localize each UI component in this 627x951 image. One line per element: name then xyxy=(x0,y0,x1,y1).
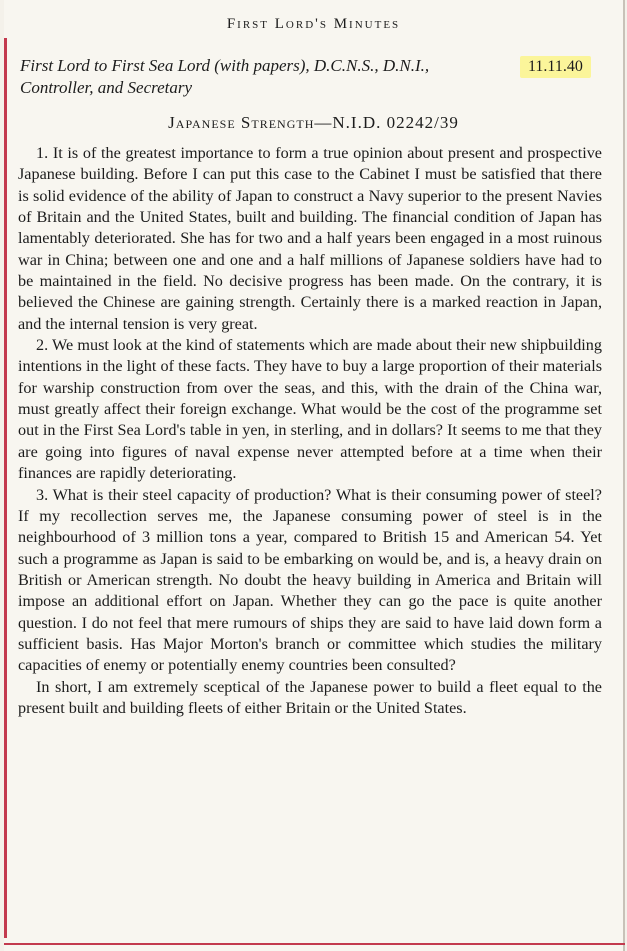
left-margin-rule xyxy=(4,38,7,938)
paragraph-4: In short, I am extremely sceptical of the Japanese power to build a fleet equal to the present built and building fleets of either Britain or the United States. xyxy=(18,677,602,717)
minute-body xyxy=(18,143,602,719)
subject-heading xyxy=(0,113,627,133)
bottom-margin-rule xyxy=(4,943,625,945)
subject-title: Japanese Strength— xyxy=(168,113,333,132)
paragraph-3: 3. What is their steel capacity of production? What is their consuming power of steel? If my recollection serves me, the Japanese consuming power of steel is in the neighbourhood of 3 million tons a year, compared to British 15 and American 54. Yet such a programme as Japan is said to be embarking on would be, and is, a heavy drain on British or American strength. No doubt the heavy building in America and Britain will impose an additional effort on Japan. Whether they can go the pace is quite another question. I do not feel that mere rumours of ships they are said to have laid down form a sufficient basis. Has Major Morton's branch or committee which studies the military capacities of enemy or potentially enemy countries been consulted? xyxy=(18,485,602,675)
right-page-edge xyxy=(623,0,625,951)
paragraph-1: 1. It is of the greatest importance to form a true opinion about present and prospective Japanese building. Before I can put this case to the Cabinet I must be satisfied that there is solid evidence of the ability of Japan to construct a Navy superior to the present Navies of Britain and the United States, built and building. The financial condition of Japan has lamentably deteriorated. She has for two and a half years been engaged in a most ruinous war in China; between one and one and a half millions of Japanese soldiers have had to be maintained in the field. No decisive progress has been made. On the contrary, it is believed the Chinese are gaining strength. Certainly there is a marked reaction in Japan, and the internal tension is very great. xyxy=(18,144,602,333)
running-header: First Lord's Minutes xyxy=(226,16,401,32)
subject-reference: N.I.D. 02242/39 xyxy=(332,113,459,132)
paragraph-2: 2. We must look at the kind of statements which are made about their new shipbuilding intentions in the light of these facts. They have to buy a large proportion of their materials for warship construction from over the seas, and this, with the drain of the China war, must greatly affect their foreign exchange. What would be the cost of the programme set out in the First Sea Lord's table in yen, in sterling, and in dollars? It seems to me that they are going into figures of naval expense never attempted before at a time when their finances are rapidly deteriorating. xyxy=(18,336,602,483)
date-highlight: 11.11.40 xyxy=(520,56,591,78)
addressee-line: First Lord to First Sea Lord (with papers), D.C.N.S., D.N.I., Controller, and Secretary xyxy=(20,56,430,97)
